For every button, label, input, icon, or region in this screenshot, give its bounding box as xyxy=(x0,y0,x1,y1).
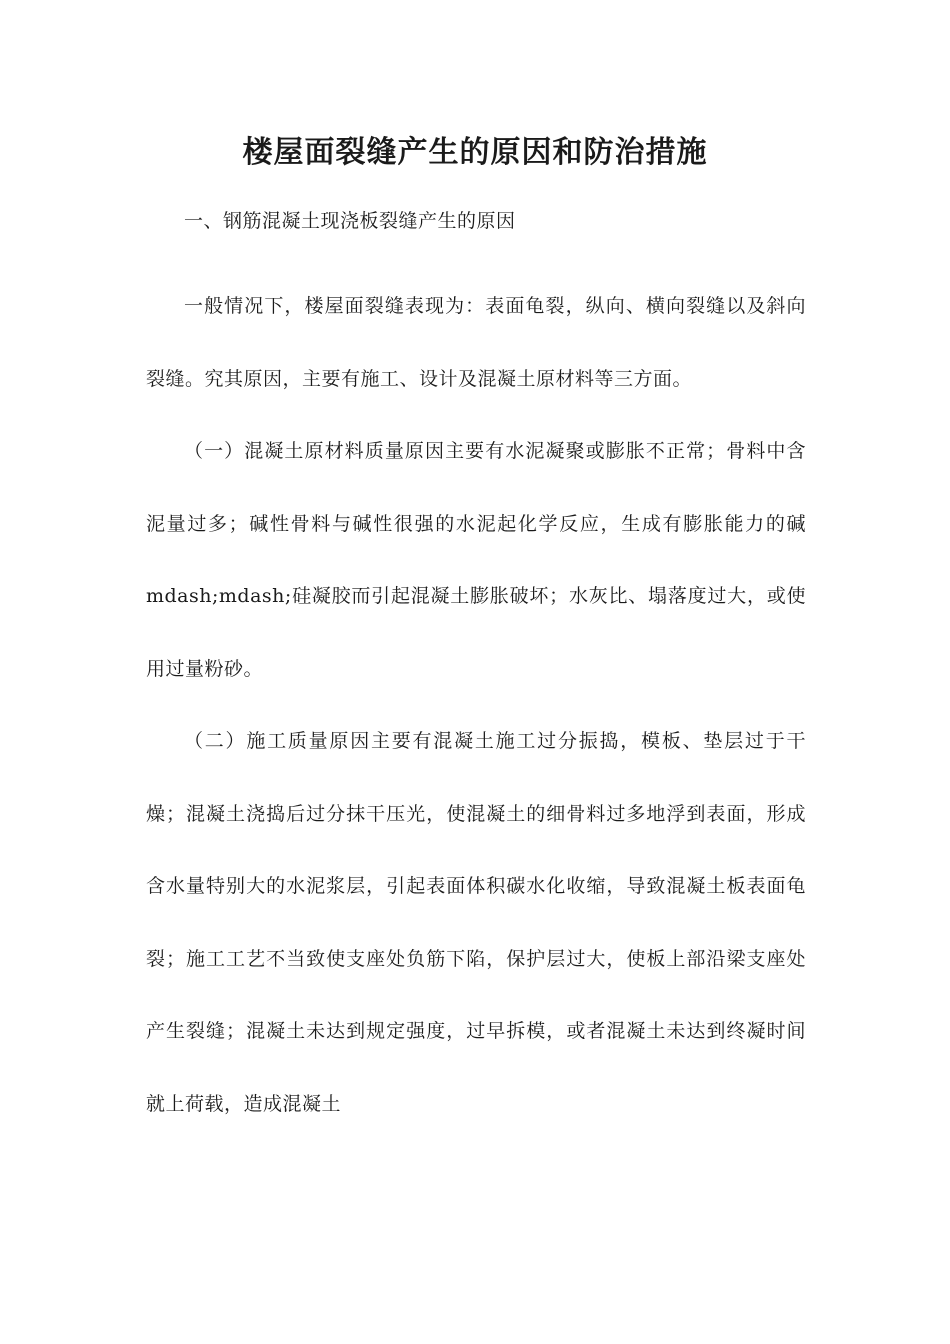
document-body xyxy=(146,196,806,1140)
document-title: 楼屋面裂缝产生的原因和防治措施 xyxy=(242,135,708,170)
paragraph-construction: （二）施工质量原因主要有混凝土施工过分振捣，模板、垫层过于干燥；混凝土浇捣后过分抹干压光，使混凝土的细骨料过多地浮到表面，形成含水量特别大的水泥浆层，引起表面体积碳水化收缩，导致混凝土板表面龟裂；施工工艺不当致使支座处负筋下陷，保护层过大，使板上部沿梁支座处产生裂缝；混凝土未达到规定强度，过早拆模，或者混凝土未达到终凝时间就上荷载，造成混凝土 xyxy=(146,730,806,1115)
paragraph-overview: 一般情况下，楼屋面裂缝表现为：表面龟裂，纵向、横向裂缝以及斜向裂缝。究其原因，主要有施工、设计及混凝土原材料等三方面。 xyxy=(146,295,806,390)
paragraph-materials: （一）混凝土原材料质量原因主要有水泥凝聚或膨胀不正常；骨料中含泥量过多；碱性骨料与碱性很强的水泥起化学反应，生成有膨胀能力的碱mdash;mdash;硅凝胶而引起混凝土膨胀破坏；水灰比、塌落度过大，或使用过量粉砂。 xyxy=(146,440,806,680)
section-heading: 一、钢筋混凝土现浇板裂缝产生的原因 xyxy=(184,210,516,232)
